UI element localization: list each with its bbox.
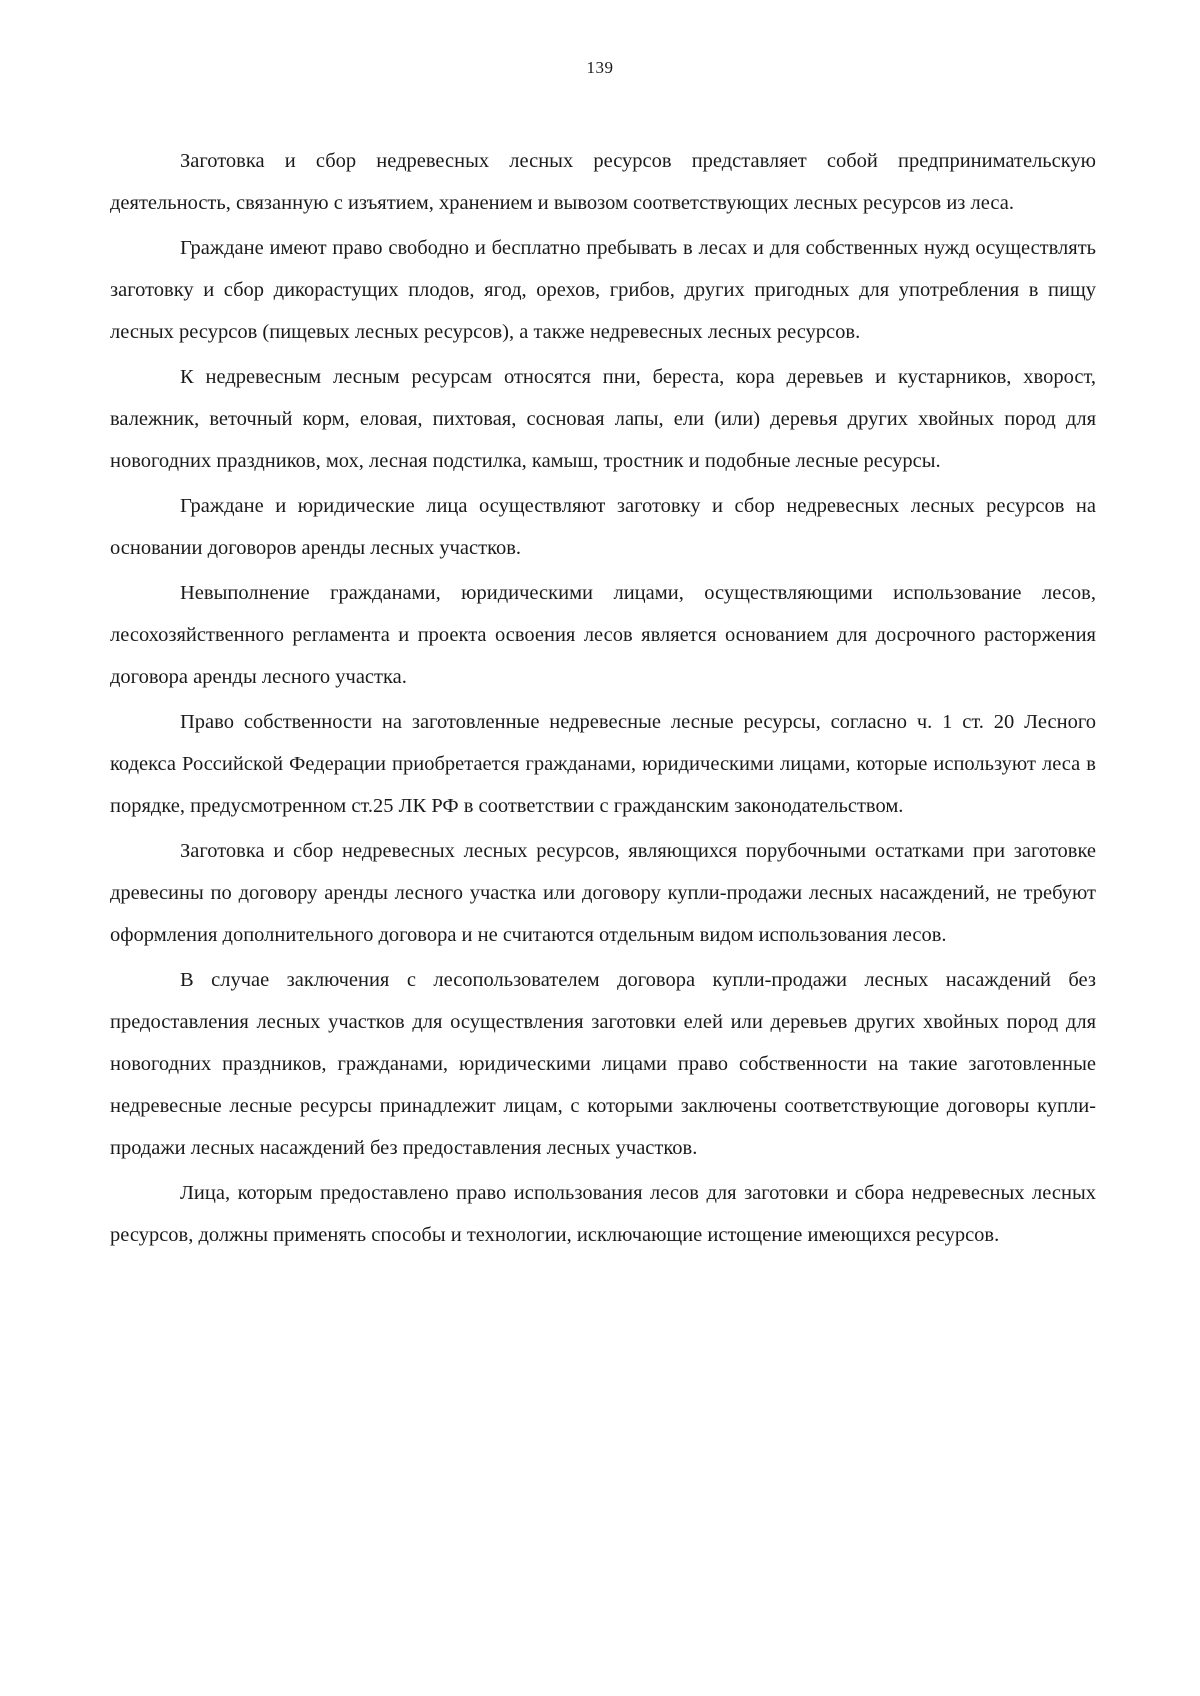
- document-body: [110, 140, 1096, 1259]
- paragraph-2: Граждане имеют право свободно и бесплатно пребывать в лесах и для собственных нужд осуществлять заготовку и сбор дикорастущих плодов, ягод, орехов, грибов, других пригодных для употребления в пищу лесных ресурсов (пищевых лесных ресурсов), а также недревесных лесных ресурсов.: [110, 237, 1096, 343]
- paragraph-5: Невыполнение гражданами, юридическими лицами, осуществляющими использование лесов, лесохозяйственного регламента и проекта освоения лесов является основанием для досрочного расторжения договора аренды лесного участка.: [110, 582, 1096, 688]
- paragraph-8: В случае заключения с лесопользователем договора купли-продажи лесных насаждений без предоставления лесных участков для осуществления заготовки елей или деревьев других хвойных пород для новогодних праздников, гражданами, юридическими лицами право собственности на такие заготовленные недревесные лесные ресурсы принадлежит лицам, с которыми заключены соответствующие договоры купли-продажи лесных насаждений без предоставления лесных участков.: [110, 969, 1096, 1159]
- paragraph-1: Заготовка и сбор недревесных лесных ресурсов представляет собой предпринимательскую деятельность, связанную с изъятием, хранением и вывозом соответствующих лесных ресурсов из леса.: [110, 150, 1096, 214]
- paragraph-7: Заготовка и сбор недревесных лесных ресурсов, являющихся порубочными остатками при заготовке древесины по договору аренды лесного участка или договору купли-продажи лесных насаждений, не требуют оформления дополнительного договора и не считаются отдельным видом использования лесов.: [110, 840, 1096, 946]
- paragraph-4: Граждане и юридические лица осуществляют заготовку и сбор недревесных лесных ресурсов на основании договоров аренды лесных участков.: [110, 495, 1096, 559]
- page-number: 139: [586, 58, 614, 77]
- paragraph-6: Право собственности на заготовленные недревесные лесные ресурсы, согласно ч. 1 ст. 20 Лесного кодекса Российской Федерации приобретается гражданами, юридическими лицами, которые используют леса в порядке, предусмотренном ст.25 ЛК РФ в соответствии с гражданским законодательством.: [110, 711, 1096, 817]
- paragraph-9: Лица, которым предоставлено право использования лесов для заготовки и сбора недревесных лесных ресурсов, должны применять способы и технологии, исключающие истощение имеющихся ресурсов.: [110, 1182, 1096, 1246]
- paragraph-3: К недревесным лесным ресурсам относятся пни, береста, кора деревьев и кустарников, хворост, валежник, веточный корм, еловая, пихтовая, сосновая лапы, ели (или) деревья других хвойных пород для новогодних праздников, мох, лесная подстилка, камыш, тростник и подобные лесные ресурсы.: [110, 366, 1096, 472]
